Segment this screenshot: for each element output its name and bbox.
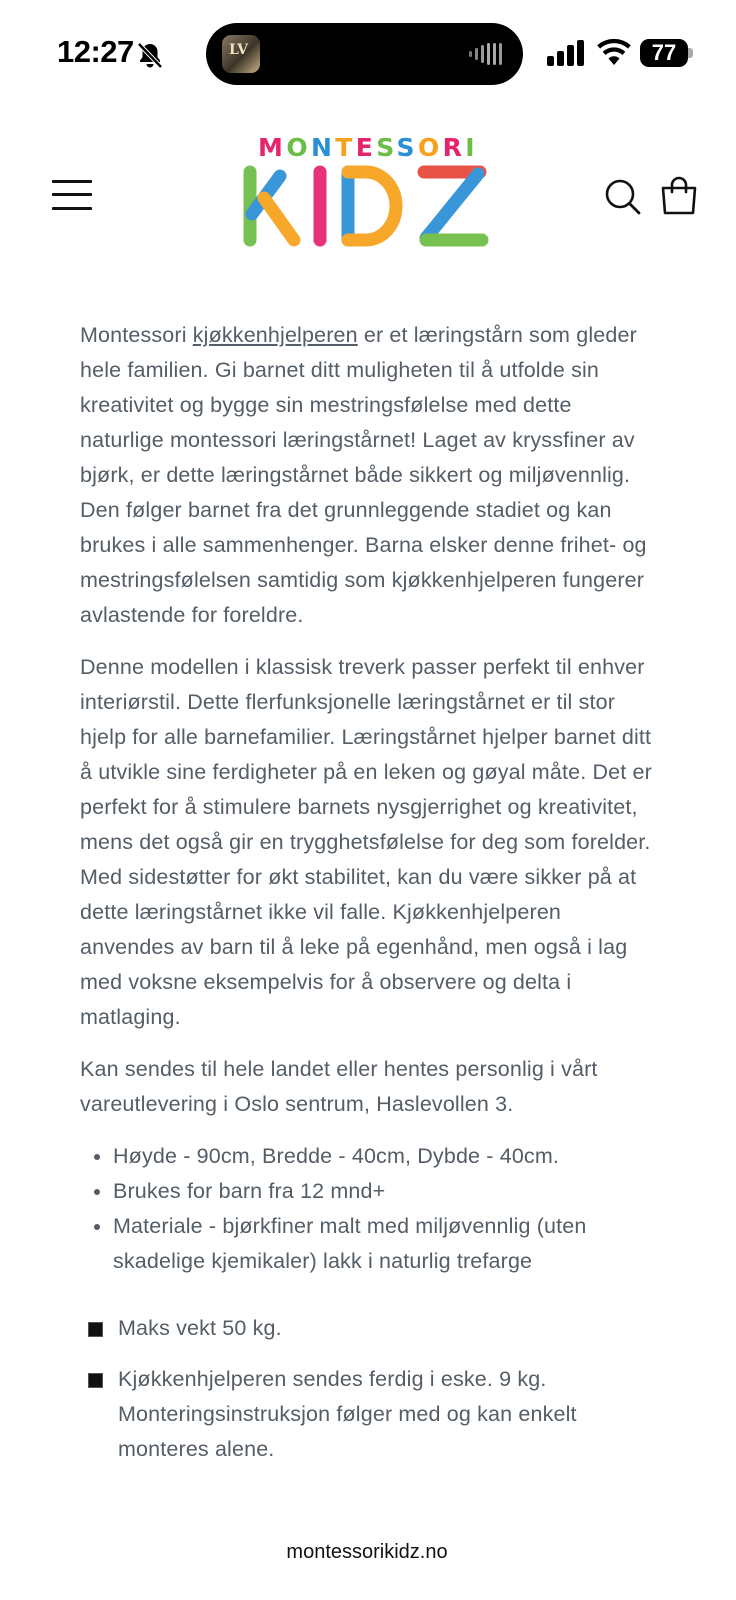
cellular-signal-icon (547, 40, 585, 66)
kjokkenhjelperen-link[interactable]: kjøkkenhjelperen (192, 323, 358, 347)
search-icon[interactable] (604, 178, 642, 216)
montessori-kidz-logo[interactable] (240, 132, 496, 252)
bell-muted-icon (136, 41, 164, 69)
list-item: Kjøkkenhjelperen sendes ferdig i eske. 9 kg. Monteringsinstruksjon følger med og kan enkelt monteres alene. (86, 1362, 660, 1467)
audio-waveform-icon (469, 42, 505, 66)
dynamic-island[interactable] (206, 23, 523, 85)
battery-level: 77 (651, 40, 677, 65)
description-paragraph-2: Denne modellen i klassisk treverk passer perfekt til enhver interiørstil. Dette flerfunksjonelle læringstårnet er til stor hjelp for alle barnefamilier. Læringstårnet hjelper barnet ditt å utvikle sine ferdigheter på en leken og gøyal måte. Det er perfekt for å stimulere barnets nysgjerrighet og kreativitet, mens det også gir en trygghetsfølelse for deg som forelder. Med sidestøtter for økt stabilitet, kan du være sikker på at dette læringstårnet ikke vil falle. Kjøkkenhjelperen anvendes av barn til å leke på egenhånd, men også i lag med voksne eksempelvis for å observere og delta i matlaging. (80, 655, 652, 1029)
now-playing-artwork[interactable] (222, 35, 260, 73)
list-item: • Høyde - 90cm, Bredde - 40cm, Dybde - 40cm. (113, 1139, 660, 1174)
status-time: 12:27 (57, 34, 134, 69)
battery-indicator (640, 39, 692, 67)
list-item: • Materiale - bjørkfiner malt med miljøvennlig (uten skadelige kjemikaler) lakk i naturlig trefarge (113, 1209, 660, 1279)
description-paragraph-3: Kan sendes til hele landet eller hentes personlig i vårt vareutlevering i Oslo sentrum, Haslevollen 3. (80, 1057, 598, 1116)
spec-list (80, 1139, 660, 1279)
url-domain[interactable]: montessorikidz.no (286, 1541, 448, 1563)
product-description (80, 318, 660, 1483)
description-paragraph-1: Montessori kjøkkenhjelperen er et læringstårn som gleder hele familien. Gi barnet ditt muligheten til å utfolde sin kreativitet og bygge sin mestringsfølelse med dette naturlige montessori læringstårnet! Laget av kryssfiner av bjørk, er dette læringstårnet både sikkert og miljøvennlig. Den følger barnet fra det grunnleggende stadiet og kan brukes i alle sammenhenger. Barna elsker denne frihet- og mestringsfølelsen samtidig som kjøkkenhjelperen fungerer avlastende for foreldre. (80, 323, 647, 627)
shopping-bag-icon[interactable] (660, 176, 698, 216)
artwork-badge: LV (229, 42, 249, 58)
feature-list (80, 1311, 660, 1467)
list-item: Maks vekt 50 kg. (86, 1311, 660, 1346)
menu-button[interactable] (50, 178, 94, 214)
svg-text:MONTESSORI: MONTESSORI (258, 133, 478, 162)
status-bar (0, 0, 736, 106)
wifi-icon (597, 38, 631, 66)
browser-address-bar[interactable] (251, 1529, 483, 1579)
list-item: • Brukes for barn fra 12 mnd+ (113, 1174, 660, 1209)
site-header (0, 106, 736, 276)
